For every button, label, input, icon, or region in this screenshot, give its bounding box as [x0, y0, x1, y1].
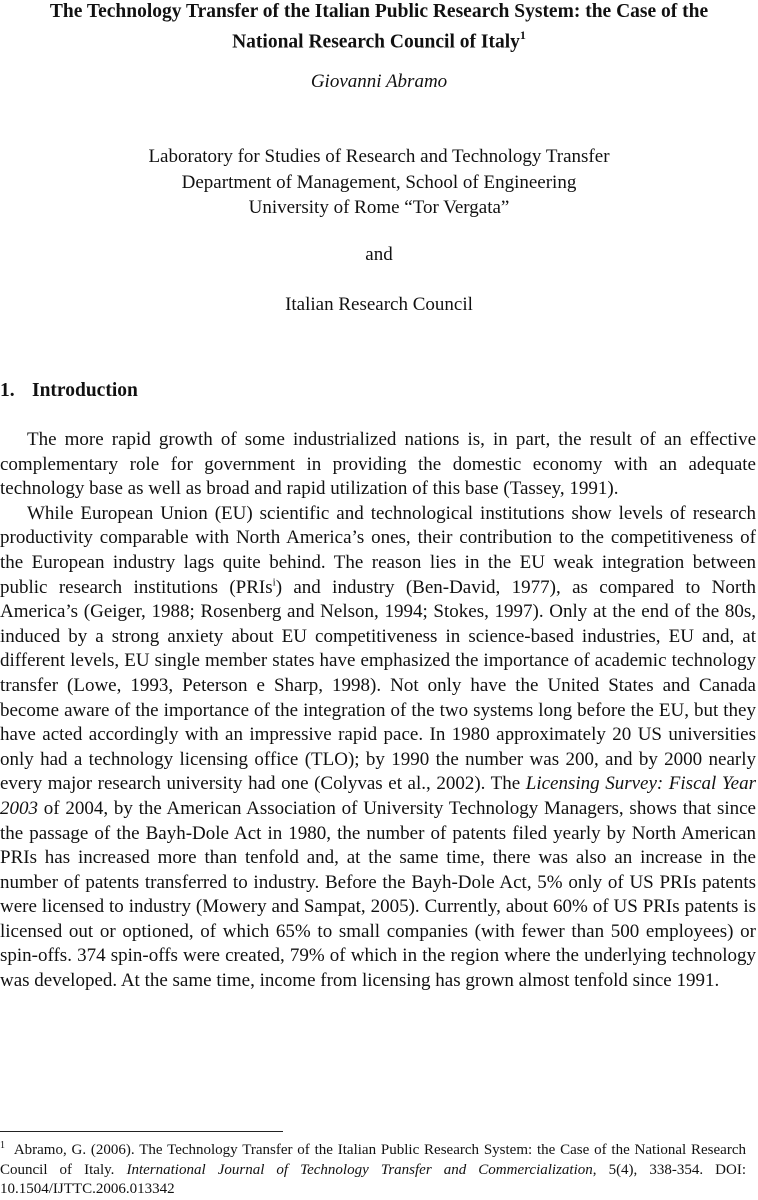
footnote-separator	[0, 1131, 283, 1132]
affiliation-line-3: University of Rome “Tor Vergata”	[248, 197, 510, 218]
section-number: 1.	[0, 380, 15, 401]
paragraph-2-part-3: of 2004, by the American Association of University Technology Managers, shows that since the passage of the Bayh-Dole Act in 1980, the number of patents filed yearly by North American PRIs has increased more than tenfold and, at the same time, there was also an increase in the number of patents transferred to industry. Before the Bayh-Dole Act, 5% only of US PRIs patents were licensed to industry (Mowery and Sampat, 2005). Currently, about 60% of US PRIs patents is licensed out or optioned, of which 65% to small companies (with fewer than 500 employees) or spin-offs. 374 spin-offs were created, 79% of which in the region where the underlying technology was developed. At the same time, income from licensing has grown almost tenfold since 1991.	[0, 797, 756, 992]
author-name: Giovanni Abramo	[310, 71, 448, 92]
section-heading	[0, 379, 138, 403]
affiliation-line-1: Laboratory for Studies of Research and Technology Transfer	[148, 146, 610, 167]
footnote-details: , 5(4), 338-354. DOI: 10.1504/IJTTC.2006.013342	[0, 1161, 747, 1197]
affiliation-block	[0, 144, 758, 221]
body-text	[0, 428, 756, 994]
footnote-journal: International Journal of Technology Transfer and Commercialization	[126, 1161, 593, 1178]
title-line-1: The Technology Transfer of the Italian Public Research System: the Case of the	[49, 1, 709, 22]
title-line-2: National Research Council of Italy	[232, 31, 520, 53]
title-footnote-mark[interactable]: 1	[519, 28, 526, 42]
paragraph-2-part-1: While European Union (EU) scientific and technological institutions show levels of research productivity comparable with North America’s ones, their contribution to the competitiveness of the European industry lags quite behind. The reason lies in the EU weak integration between public research institutions (PRIs	[0, 502, 756, 598]
survey-title: Licensing Survey: Fiscal Year 2003	[0, 773, 757, 819]
paragraph-1: The more rapid growth of some industrialized nations is, in part, the result of an effective complementary role for government in providing the domestic economy with an adequate technology base as well as broad and rapid utilization of this base (Tassey, 1991).	[0, 429, 756, 500]
paragraph-2-part-2: ) and industry (Ben-David, 1977), as compared to North America’s (Geiger, 1988; Rosenberg and Nelson, 1994; Stokes, 1997). Only at the end of the 80s, induced by a strong anxiety about EU competitiveness in science-based industries, EU and, at different levels, EU single member states have emphasized the importance of academic technology transfer (Lowe, 1993, Peterson e Sharp, 1998). Not only have the United States and Canada become aware of the importance of the integration of the two systems long before the EU, but they have acted accordingly with an impressive rapid pace. In 1980 approximately 20 US universities only had a technology licensing office (TLO); by 1990 the number was 200, and by 2000 nearly every major research university had one (Colyvas et al., 2002). The	[0, 576, 756, 795]
paper-title	[0, 0, 758, 55]
second-affiliation: Italian Research Council	[285, 294, 473, 315]
footnote	[0, 1141, 746, 1200]
affiliation-line-2: Department of Management, School of Engineering	[181, 171, 577, 193]
paragraph-2	[0, 502, 756, 994]
section-title: Introduction	[32, 380, 138, 401]
footnote-citation: Abramo, G. (2006). The Technology Transfer of the Italian Public Research System: the Case of the National Research Council of Italy.	[0, 1142, 746, 1178]
footnote-mark: 1	[0, 1140, 5, 1151]
affiliation-conjunction: and	[365, 244, 393, 265]
endnote-mark[interactable]: i	[272, 576, 276, 589]
